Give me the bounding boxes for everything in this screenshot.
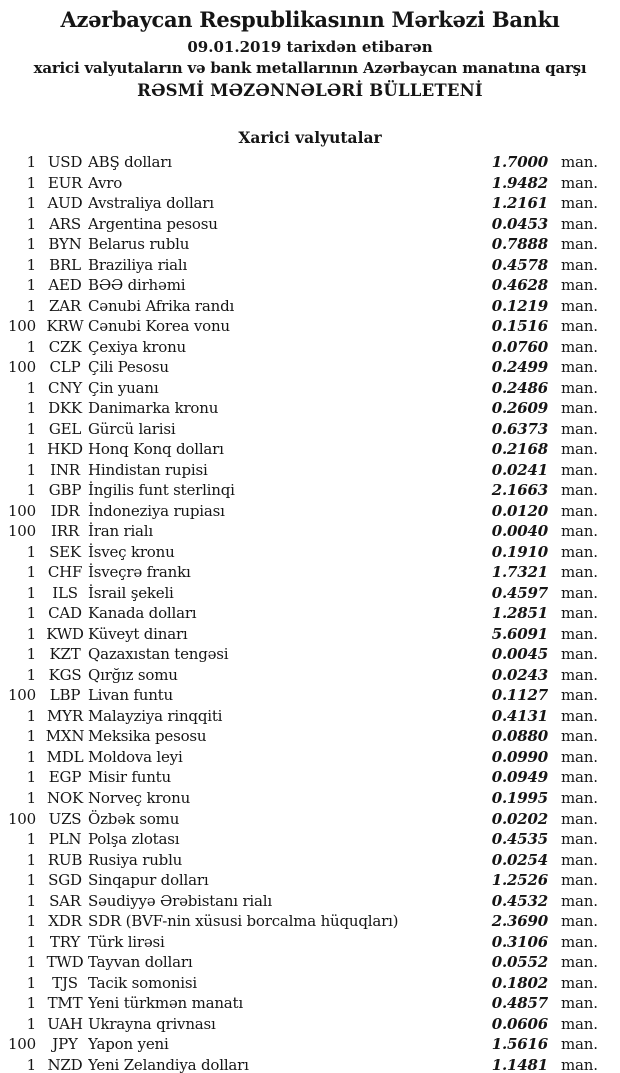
cell-quantity: 100 (7, 358, 36, 377)
cell-currency-code: JPY (52, 1035, 78, 1054)
cell-currency-name: Polşa zlotası (88, 830, 180, 849)
cell-currency-name: Tacik somonisi (88, 973, 197, 992)
cell-quantity: 1 (26, 235, 36, 254)
cell-quantity: 100 (7, 522, 36, 541)
document-title: RƏSMİ MƏZƏNNƏLƏRİ BÜLLETENİ (137, 81, 483, 100)
cell-rate: 0.0990 (491, 747, 548, 766)
table-row (0, 747, 620, 768)
cell-rate: 0.2609 (491, 399, 548, 418)
cell-quantity: 1 (26, 788, 36, 807)
cell-rate: 1.7000 (491, 153, 548, 171)
cell-currency-code: EUR (47, 173, 83, 192)
cell-rate: 0.1910 (491, 542, 548, 561)
cell-currency-name: Yeni Zelandiya dolları (88, 1055, 249, 1073)
cell-quantity: 1 (26, 194, 36, 213)
cell-currency-code: GBP (48, 481, 82, 500)
table-row (0, 644, 620, 665)
cell-currency-name: Malayziya rinqqiti (88, 706, 223, 725)
cell-currency-code: KZT (49, 645, 81, 664)
cell-currency-code: EGP (48, 768, 82, 787)
cell-quantity: 1 (26, 973, 36, 992)
cell-currency-name: Danimarka kronu (88, 399, 219, 418)
unit-label: man. (561, 973, 598, 992)
cell-currency-name: İsveç kronu (88, 542, 175, 561)
cell-currency-name: Türk lirəsi (88, 932, 165, 951)
cell-rate: 0.1995 (491, 788, 548, 807)
unit-label: man. (561, 830, 598, 849)
cell-quantity: 1 (26, 624, 36, 643)
cell-currency-code: ARS (49, 214, 81, 233)
table-row (0, 624, 620, 645)
cell-quantity: 1 (26, 255, 36, 274)
cell-rate: 1.9482 (491, 173, 548, 192)
cell-currency-name: ABŞ dolları (88, 153, 172, 171)
cell-quantity: 1 (26, 871, 36, 890)
cell-currency-code: GEL (48, 419, 82, 438)
table-row (0, 480, 620, 501)
unit-label: man. (561, 542, 598, 561)
table-row (0, 439, 620, 460)
unit-label: man. (561, 481, 598, 500)
table-row (0, 296, 620, 317)
cell-rate: 0.4597 (491, 583, 548, 602)
cell-currency-code: KWD (46, 624, 84, 643)
cell-currency-name: Avro (88, 173, 123, 192)
cell-currency-code: ZAR (49, 296, 81, 315)
unit-label: man. (561, 768, 598, 787)
cell-rate: 0.2486 (491, 378, 548, 397)
cell-currency-code: UAH (47, 1014, 83, 1033)
unit-label: man. (561, 255, 598, 274)
table-row (0, 316, 620, 337)
unit-label: man. (561, 194, 598, 213)
unit-label: man. (561, 1055, 598, 1073)
cell-currency-name: Braziliya rialı (88, 255, 188, 274)
document-header (0, 7, 620, 100)
table-row (0, 562, 620, 583)
cell-rate: 0.4578 (491, 255, 548, 274)
unit-label: man. (561, 1035, 598, 1054)
cell-currency-code: MDL (46, 747, 84, 766)
cell-rate: 0.1802 (491, 973, 548, 992)
unit-label: man. (561, 276, 598, 295)
cell-currency-code: CHF (47, 563, 83, 582)
unit-label: man. (561, 747, 598, 766)
cell-currency-name: Çili Pesosu (88, 358, 169, 377)
cell-rate: 0.0241 (491, 460, 548, 479)
unit-label: man. (561, 419, 598, 438)
unit-label: man. (561, 686, 598, 705)
cell-quantity: 1 (26, 768, 36, 787)
cell-rate: 1.2161 (491, 194, 548, 213)
cell-currency-name: Tayvan dolları (88, 953, 193, 972)
cell-quantity: 1 (26, 706, 36, 725)
cell-currency-name: İsrail şekeli (88, 583, 174, 602)
cell-quantity: 1 (26, 891, 36, 910)
table-row (0, 1055, 620, 1073)
table-row (0, 726, 620, 747)
table-row (0, 214, 620, 235)
cell-rate: 2.3690 (491, 912, 548, 931)
table-row (0, 275, 620, 296)
table-row (0, 378, 620, 399)
cell-currency-name: Livan funtu (88, 686, 173, 705)
cell-rate: 0.0202 (491, 809, 548, 828)
table-row (0, 173, 620, 194)
cell-quantity: 100 (7, 317, 36, 336)
unit-label: man. (561, 583, 598, 602)
table-row (0, 419, 620, 440)
cell-rate: 0.1127 (491, 686, 548, 705)
table-row (0, 952, 620, 973)
cell-quantity: 1 (26, 932, 36, 951)
cell-currency-name: Moldova leyi (88, 747, 183, 766)
cell-currency-name: İngilis funt sterlinqi (88, 481, 235, 500)
cell-currency-code: DKK (48, 399, 82, 418)
cell-currency-code: TWD (46, 953, 84, 972)
unit-label: man. (561, 317, 598, 336)
cell-rate: 0.0552 (491, 953, 548, 972)
cell-currency-code: UZS (48, 809, 82, 828)
cell-currency-name: Küveyt dinarı (88, 624, 188, 643)
cell-currency-name: Rusiya rublu (88, 850, 183, 869)
cell-quantity: 1 (26, 953, 36, 972)
table-row (0, 398, 620, 419)
cell-quantity: 1 (26, 1055, 36, 1073)
effective-date-line: 09.01.2019 tarixdən etibarən (187, 38, 433, 56)
cell-currency-code: BRL (49, 255, 81, 274)
unit-label: man. (561, 153, 598, 171)
table-row (0, 932, 620, 953)
cell-currency-code: USD (47, 153, 83, 171)
cell-quantity: 1 (26, 563, 36, 582)
table-row (0, 234, 620, 255)
cell-rate: 0.3106 (491, 932, 548, 951)
cell-currency-name: Meksika pesosu (88, 727, 207, 746)
cell-currency-code: TMT (47, 994, 83, 1013)
cell-currency-name: Çexiya kronu (88, 337, 187, 356)
cell-currency-name: İndoneziya rupiası (88, 501, 225, 520)
cell-currency-code: KRW (46, 317, 84, 336)
cell-currency-name: Özbək somu (88, 809, 180, 828)
unit-label: man. (561, 809, 598, 828)
cell-rate: 0.0254 (491, 850, 548, 869)
unit-label: man. (561, 645, 598, 664)
cell-currency-code: CLP (49, 358, 81, 377)
unit-label: man. (561, 173, 598, 192)
unit-label: man. (561, 337, 598, 356)
cell-rate: 0.0040 (491, 522, 548, 541)
unit-label: man. (561, 460, 598, 479)
unit-label: man. (561, 563, 598, 582)
cell-currency-name: Kanada dolları (88, 604, 197, 623)
unit-label: man. (561, 214, 598, 233)
table-row (0, 685, 620, 706)
unit-label: man. (561, 932, 598, 951)
cell-currency-name: Çin yuanı (88, 378, 159, 397)
bulletin-document (0, 7, 620, 1073)
cell-rate: 1.1481 (491, 1055, 548, 1073)
cell-quantity: 1 (26, 481, 36, 500)
table-row (0, 542, 620, 563)
cell-currency-code: SAR (49, 891, 81, 910)
cell-currency-code: IRR (51, 522, 79, 541)
cell-currency-name: Gürcü larisi (88, 419, 176, 438)
cell-currency-code: AED (48, 276, 82, 295)
cell-rate: 0.0045 (491, 645, 548, 664)
cell-quantity: 1 (26, 747, 36, 766)
cell-rate: 5.6091 (491, 624, 548, 643)
cell-currency-code: NZD (47, 1055, 83, 1073)
cell-rate: 0.0880 (491, 727, 548, 746)
cell-quantity: 1 (26, 153, 36, 171)
cell-quantity: 100 (7, 501, 36, 520)
cell-currency-code: CZK (48, 337, 82, 356)
cell-currency-name: İsveçrə frankı (88, 563, 191, 582)
cell-currency-name: Misir funtu (88, 768, 171, 787)
cell-rate: 0.0243 (491, 665, 548, 684)
unit-label: man. (561, 296, 598, 315)
cell-quantity: 1 (26, 419, 36, 438)
table-row (0, 706, 620, 727)
table-row (0, 1034, 620, 1055)
cell-quantity: 1 (26, 440, 36, 459)
cell-currency-name: Cənubi Korea vonu (88, 317, 230, 336)
cell-rate: 1.2526 (491, 871, 548, 890)
cell-quantity: 100 (7, 1035, 36, 1054)
table-row (0, 460, 620, 481)
cell-currency-code: NOK (46, 788, 84, 807)
table-row (0, 152, 620, 173)
cell-currency-name: SDR (BVF-nin xüsusi borcalma hüquqları) (88, 912, 399, 931)
cell-rate: 0.4857 (491, 994, 548, 1013)
unit-label: man. (561, 358, 598, 377)
cell-currency-name: Honq Konq dolları (88, 440, 224, 459)
cell-currency-code: MXN (45, 727, 85, 746)
unit-label: man. (561, 727, 598, 746)
table-row (0, 665, 620, 686)
cell-currency-code: CNY (48, 378, 82, 397)
cell-currency-name: Argentina pesosu (88, 214, 218, 233)
cell-currency-code: TRY (49, 932, 81, 951)
table-row (0, 788, 620, 809)
cell-rate: 0.2168 (491, 440, 548, 459)
cell-rate: 1.7321 (491, 563, 548, 582)
table-row (0, 193, 620, 214)
cell-currency-code: INR (50, 460, 80, 479)
cell-currency-name: Cənubi Afrika randı (88, 296, 235, 315)
table-row (0, 1014, 620, 1035)
cell-quantity: 1 (26, 214, 36, 233)
unit-label: man. (561, 501, 598, 520)
cell-currency-name: Ukrayna qrivnası (88, 1014, 216, 1033)
cell-quantity: 1 (26, 604, 36, 623)
cell-currency-name: Belarus rublu (88, 235, 190, 254)
table-row (0, 829, 620, 850)
unit-label: man. (561, 522, 598, 541)
unit-label: man. (561, 1014, 598, 1033)
cell-quantity: 1 (26, 173, 36, 192)
cell-rate: 0.7888 (491, 235, 548, 254)
cell-rate: 2.1663 (491, 481, 548, 500)
cell-currency-name: Səudiyyə Ərəbistanı rialı (88, 891, 272, 910)
table-row (0, 501, 620, 522)
cell-rate: 0.4628 (491, 276, 548, 295)
cell-quantity: 1 (26, 276, 36, 295)
cell-currency-code: SGD (48, 871, 82, 890)
unit-label: man. (561, 912, 598, 931)
unit-label: man. (561, 235, 598, 254)
cell-quantity: 1 (26, 460, 36, 479)
cell-rate: 0.0120 (491, 501, 548, 520)
table-row (0, 583, 620, 604)
cell-currency-code: AUD (47, 194, 83, 213)
document-subtitle: xarici valyutaların və bank metallarının Azərbaycan manatına qarşı (33, 59, 587, 77)
cell-currency-name: Hindistan rupisi (88, 460, 208, 479)
table-row (0, 993, 620, 1014)
cell-rate: 1.5616 (491, 1035, 548, 1054)
cell-currency-name: Avstraliya dolları (88, 194, 214, 213)
unit-label: man. (561, 604, 598, 623)
unit-label: man. (561, 850, 598, 869)
table-row (0, 891, 620, 912)
table-row (0, 809, 620, 830)
cell-currency-code: XDR (48, 912, 82, 931)
cell-quantity: 1 (26, 665, 36, 684)
cell-quantity: 1 (26, 378, 36, 397)
cell-quantity: 1 (26, 399, 36, 418)
unit-label: man. (561, 871, 598, 890)
unit-label: man. (561, 953, 598, 972)
cell-currency-code: PLN (48, 830, 82, 849)
cell-quantity: 1 (26, 727, 36, 746)
section-title: Xarici valyutalar (238, 128, 382, 147)
cell-currency-name: Norveç kronu (88, 788, 191, 807)
cell-quantity: 100 (7, 809, 36, 828)
cell-currency-code: HKD (47, 440, 83, 459)
cell-quantity: 100 (7, 686, 36, 705)
cell-rate: 0.0949 (491, 768, 548, 787)
rates-table (0, 152, 620, 1073)
table-row (0, 973, 620, 994)
unit-label: man. (561, 994, 598, 1013)
table-row (0, 870, 620, 891)
cell-quantity: 1 (26, 830, 36, 849)
cell-rate: 0.0606 (491, 1014, 548, 1033)
table-row (0, 911, 620, 932)
unit-label: man. (561, 399, 598, 418)
cell-quantity: 1 (26, 337, 36, 356)
cell-quantity: 1 (26, 645, 36, 664)
bank-name: Azərbaycan Respublikasının Mərkəzi Bankı (60, 7, 560, 32)
cell-currency-name: Qırğız somu (88, 665, 178, 684)
unit-label: man. (561, 624, 598, 643)
cell-rate: 1.2851 (491, 604, 548, 623)
cell-quantity: 1 (26, 994, 36, 1013)
cell-currency-code: ILS (52, 583, 78, 602)
cell-quantity: 1 (26, 850, 36, 869)
cell-currency-code: LBP (49, 686, 81, 705)
cell-currency-code: IDR (50, 501, 80, 520)
cell-rate: 0.0760 (491, 337, 548, 356)
cell-currency-code: BYN (48, 235, 82, 254)
cell-currency-code: RUB (47, 850, 83, 869)
cell-rate: 0.4131 (491, 706, 548, 725)
cell-rate: 0.2499 (491, 358, 548, 377)
table-row (0, 521, 620, 542)
cell-rate: 0.1219 (491, 296, 548, 315)
cell-rate: 0.0453 (491, 214, 548, 233)
cell-quantity: 1 (26, 542, 36, 561)
unit-label: man. (561, 891, 598, 910)
cell-currency-code: SEK (49, 542, 81, 561)
cell-quantity: 1 (26, 296, 36, 315)
cell-rate: 0.6373 (491, 419, 548, 438)
cell-currency-name: İran rialı (88, 522, 153, 541)
table-row (0, 850, 620, 871)
unit-label: man. (561, 378, 598, 397)
unit-label: man. (561, 665, 598, 684)
cell-currency-name: Yapon yeni (88, 1035, 169, 1054)
table-row (0, 255, 620, 276)
cell-quantity: 1 (26, 1014, 36, 1033)
cell-currency-code: KGS (48, 665, 82, 684)
cell-currency-name: Sinqapur dolları (88, 871, 209, 890)
cell-rate: 0.4535 (491, 830, 548, 849)
cell-currency-code: MYR (47, 706, 83, 725)
cell-quantity: 1 (26, 912, 36, 931)
table-row (0, 357, 620, 378)
table-row (0, 603, 620, 624)
cell-currency-name: Qazaxıstan tengəsi (88, 645, 229, 664)
unit-label: man. (561, 706, 598, 725)
table-row (0, 767, 620, 788)
cell-rate: 0.4532 (491, 891, 548, 910)
cell-quantity: 1 (26, 583, 36, 602)
unit-label: man. (561, 440, 598, 459)
cell-currency-code: TJS (52, 973, 78, 992)
table-row (0, 337, 620, 358)
cell-currency-name: Yeni türkmən manatı (88, 994, 243, 1013)
cell-currency-name: BƏƏ dirhəmi (88, 276, 186, 295)
cell-currency-code: CAD (48, 604, 82, 623)
unit-label: man. (561, 788, 598, 807)
cell-rate: 0.1516 (491, 317, 548, 336)
